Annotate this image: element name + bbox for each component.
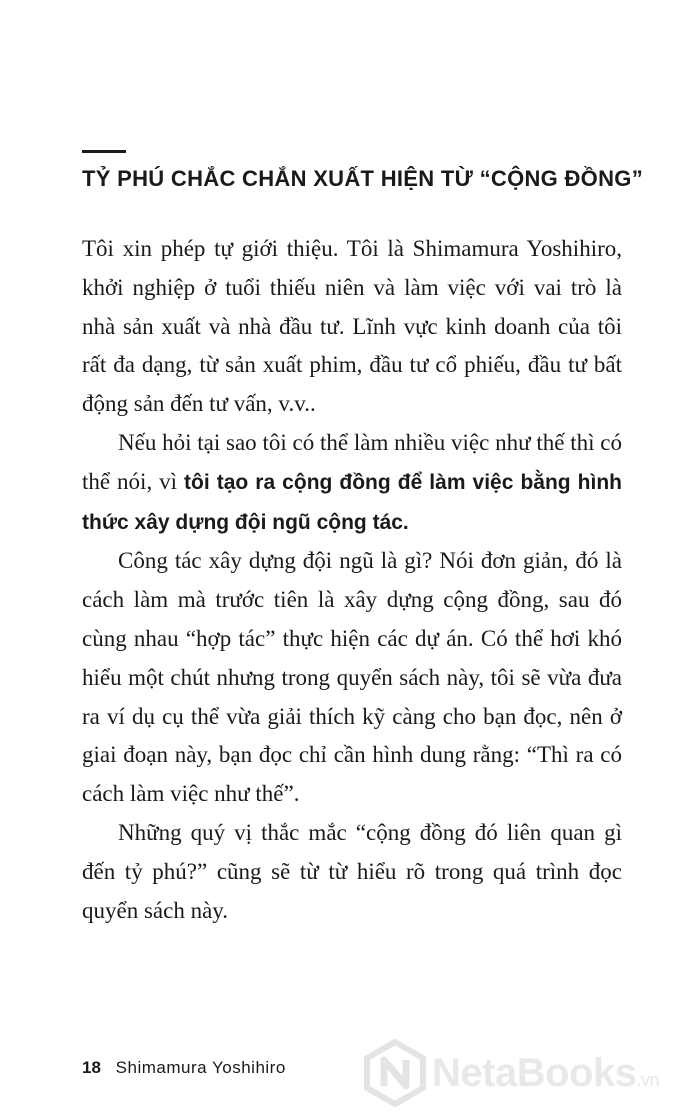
paragraph-2-text: Nếu hỏi tại sao tôi có thể làm nhiều việc như thế thì có thể nói, vì (82, 429, 622, 494)
chapter-rule (82, 150, 126, 153)
watermark-suffix: .vn (636, 1069, 659, 1090)
paragraph-2-bold: tôi tạo ra cộng đồng để làm việc bằng hình thức xây dựng đội ngũ cộng tác. (82, 470, 622, 534)
watermark-text (432, 1051, 659, 1096)
paragraph-1: Tôi xin phép tự giới thiệu. Tôi là Shimamura Yoshihiro, khởi nghiệp ở tuổi thiếu niên và làm việc với vai trò là nhà sản xuất và nhà đầu tư. Lĩnh vực kinh doanh của tôi rất đa dạng, từ sản xuất phim, đầu tư cổ phiếu, đầu tư bất động sản đến tư vấn, v.v.. (82, 236, 622, 417)
page-footer (82, 1058, 286, 1078)
watermark-brand: NetaBooks (432, 1050, 637, 1095)
paragraph-3: Công tác xây dựng đội ngũ là gì? Nói đơn giản, đó là cách làm mà trước tiên là xây dựng cộng đồng, sau đó cùng nhau “hợp tác” thực hiện các dự án. Có thể hơi khó hiểu một chút nhưng trong quyển sách này, tôi sẽ vừa đưa ra ví dụ cụ thể vừa giải thích kỹ càng cho bạn đọc, nên ở giai đoạn này, bạn đọc chỉ cần hình dung rằng: “Thì ra có cách làm việc như thế”. (82, 548, 622, 807)
paragraph-4: Những quý vị thắc mắc “cộng đồng đó liên quan gì đến tỷ phú?” cũng sẽ từ từ hiểu rõ trong quá trình đọc quyển sách này. (82, 819, 622, 923)
running-author: Shimamura Yoshihiro (115, 1058, 286, 1077)
netabooks-logo-icon (360, 1038, 430, 1108)
body-text (82, 230, 622, 930)
page-number: 18 (82, 1058, 101, 1077)
paragraph-2 (82, 424, 622, 542)
chapter-title: TỶ PHÚ CHẮC CHẮN XUẤT HIỆN TỪ “CỘNG ĐỒNG” (82, 166, 643, 191)
watermark (360, 1028, 700, 1118)
